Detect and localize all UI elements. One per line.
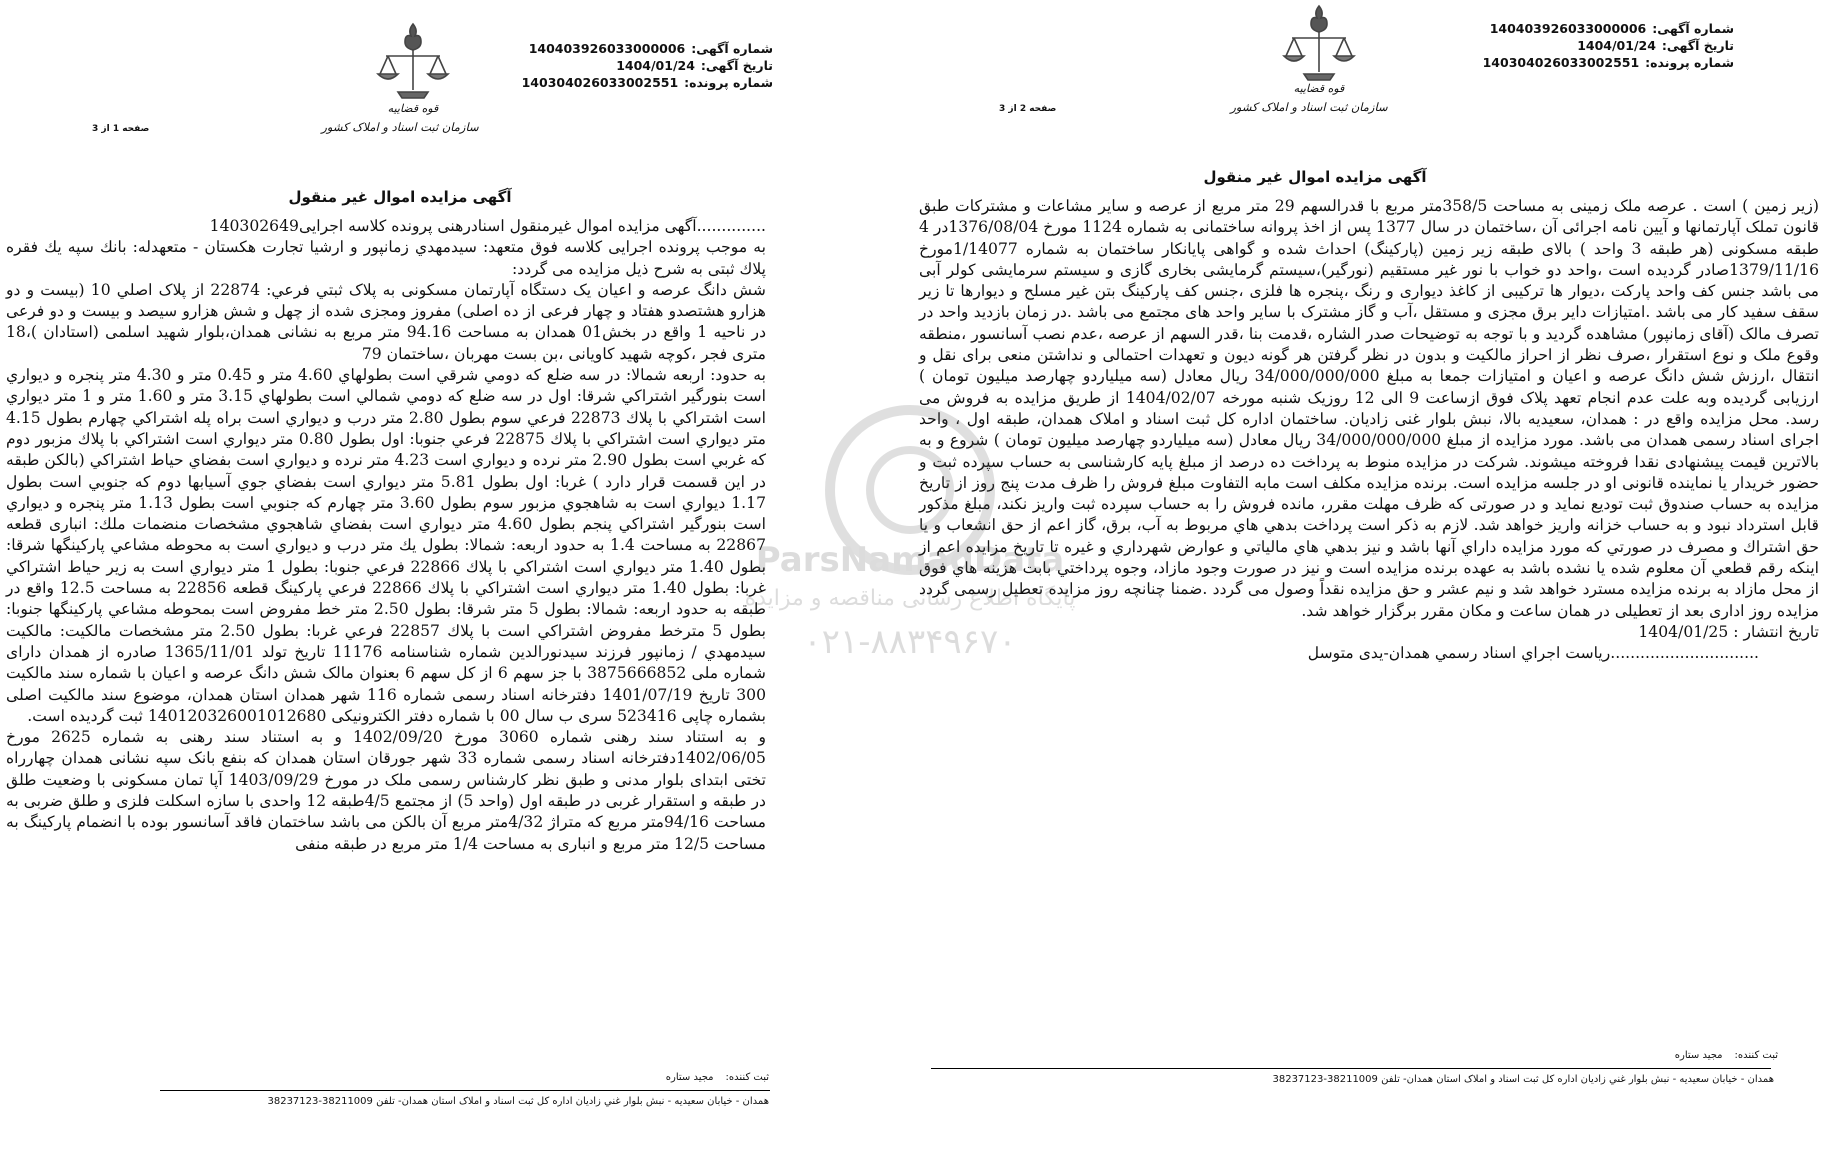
file-no: 140304026033002551 [1482,55,1640,70]
watermark-line: پایگاه اطلاع رسانی مناقصه و مزایده [744,586,1076,611]
org-caption: سازمان ثبت اسناد و املاک کشور [321,120,479,134]
notice-no: 140403926033000006 [528,41,686,56]
emblem-caption: قوه قضاییه [387,102,439,115]
publish-date-label: تاريخ انتشار : [1733,622,1819,641]
notice-no: 140403926033000006 [1489,21,1647,36]
notice-meta [522,40,773,91]
notice-no-label: شماره آگهی: [691,41,773,56]
publish-date: 1404/01/25 [1638,622,1729,641]
registrar [1663,1050,1778,1061]
registrar [654,1072,769,1083]
notice-date-label: تاریخ آگهی: [700,58,773,73]
watermark-brand: ParsNamadData [755,540,1065,580]
file-no-label: شماره پرونده: [1645,55,1734,70]
watermark [680,380,1140,720]
notice-date-label: تاریخ آگهی: [1661,38,1734,53]
notice-title: آگهی مزایده اموال غیر منقول [288,188,512,206]
registrar-label: ثبت کننده: [725,1072,769,1083]
signature: ..............................رياست اجراي اسناد رسمي همدان-يدی متوسل [1307,644,1759,663]
registrar-name: مجید ستاره [1674,1050,1723,1061]
judiciary-emblem-icon [358,18,468,128]
page-number: صفحه 2 از 3 [999,104,1057,114]
body-paragraph: (زیر زمین ) است . عرصه ملک زمینی به مساحت 358/5متر مربع با قدرالسهم 29 متر مربع از عرصه و سایر مشاعات و مشترکات طبق قانون تملک آپارتمانها و آیین نامه اجرائی آن ،ساختمان در سال 1377 پس از اخذ پروانه ساختمانی به شماره 1124 مورخ 1376/08/04در 4 طبقه مسکونی (هر طبقه 3 واحد ) بالای طبقه زیر زمین (پارکینگ) احداث شده و گواهی پایانکار ساختمان به شماره 1/14077مورخ 1379/11/16صادر گردیده است ،واحد دو خواب با نور غیر مستقیم (نورگیر)،سیستم گرمایشی بخاری گازی و سیستم سرمایشی کولر آبی می باشد جنس کف واحد پارکت ،دیوار ها ترکیبی از کاغذ دیواری و رنگ ،پنجره ها فلزی ،جنس کف پارکینگ بتن غیر مسلح و دیوارها تا زیر سقف سفید کار می باشد .امتیازات دایر برق مجزی و مستقل ،آب و گاز مشترک با سایر واحد های مجتمع می باشد .در زمان بازدید واحد در تصرف مالک (آقای زمانپور) مشاهده گردید و با توجه به توضیحات صدر الشاره ،قدمت بنا ،قدر السهم از عرصه ،عدم نصب آسانسور ،منطقه وقوع ملک و نوع استقرار ،صرف نظر از احراز مالکیت و بدون در نظر گرفتن هر گونه دیون و تعهدات احتمالی و نداشتن منعی برای نقل و انتقال ،ارزش شش دانگ عرصه و اعیان و امتیازات جمعا به مبلغ 34/000/000/000 ریال معادل (سه میلیاردو چهارصد میلیون تومان ) ارزیابی گردیده وبه علت عدم انجام تعهد پلاک فوق ازساعت 9 الی 12 روزیک شنبه مورخه 1404/02/07 از طریق مزایده به فروش می رسد. محل مزایده واقع در : همدان، سعیدیه بالا، نبش بلوار غنی زادیان. ساختمان اداره کل ثبت اسناد و املاک همدان، طبقه اول ، واحد اجرای اسناد رسمی همدان می باشد. مورد مزایده از مبلغ 34/000/000/000 ریال معادل (سه میلیاردو چهارصد میلیون تومان ) شروع و به بالاترین قیمت پیشنهادی نقدا فروخته میشوند. شرکت در مزایده منوط به پرداخت ده درصد از مبلغ پایه کارشناسی به حساب سپرده ثبت و حضور خریدار یا نماینده قانونی او در جلسه مزایده است. برنده مزایده مکلف است مابه التفاوت مبلغ فروش را ظرف مدت پنج روز از تاریخ مزایده به حساب صندوق ثبت تودیع نماید و در صورتی که ظرف مهلت مقرر، مانده فروش را به حساب سپرده ثبت واریز نکند، مبلغ مذکور قابل استرداد نبود و به حساب خزانه واریز خواهد شد. لازم به ذكر است پرداخت بدهي هاي مربوط به آب، برق، گاز اعم از حق انشعاب و يا حق اشتراك و مصرف در صورتي كه مورد مزايده داراي آنها باشد و نيز بدهي هاي مالياتي و عوارض شهرداري و غيره تا تاريخ مزايده اعم از اينكه رقم قطعي آن معلوم شده يا نشده باشد به عهده برنده مزايده است و نيز در صورت وجود مازاد، وجوه پرداختي بابت هزينه هاي فوق از محل مازاد به برنده مزايده مسترد خواهد شد و نیم عشر و حق مزایده نقداً وصول می گردد .ضمنا چنانچه روز مزایده تعطیل رسمی گردد مزایده روز اداری بعد از تعطیلی در همان ساعت و مکان مقرر برگزار خواهد شد. [919,197,1820,620]
page-number: صفحه 1 از 3 [92,124,150,134]
body-paragraph: ..............آگهی مزایده اموال غیرمنقول اسنادرهنی پرونده کلاسه اجرایی140302649 [209,217,766,235]
notice-body [6,216,766,855]
notice-no-label: شماره آگهی: [1652,21,1734,36]
file-no: 140304026033002551 [521,75,679,90]
registrar-name: مجید ستاره [665,1072,714,1083]
body-paragraph: شش دانگ عرصه و اعیان یک دستگاه آپارتمان مسکونی به پلاک ثبتي فرعي: 22874 از پلاک اصلي 10 (بیست و دو هزارو هشتصدو هفتاد و چهار فرعی از ده اصلی) مفروز ومجزی شده از چهل و شش هزارو سیصد و بیست و دو فرعی در ناحیه 1 واقع در بخش01 همدان به مساحت 94.16 متر مربع به نشانی همدان،بلوار شهید اسلمی (استادان )،18 متری فجر ،کوچه شهید کاویانی ،بن بست مهربان ،ساختمان 79 [6,280,767,363]
judiciary-emblem-icon [1264,0,1374,110]
notice-date: 1404/01/24 [616,58,695,73]
body-paragraph: و به استناد سند رهنی شماره 3060 مورخ 1402/09/20 و به استناد سند رهنی به شماره 2625 مورخ 1402/06/05دفترخانه اسناد رسمی شماره 33 شهر جورقان استان همدان که بنفع بانک سپه نشانی همدان چهارراه تختی ابتدای بلوار مدنی و طبق نظر کارشناس رسمی ملک در مورخ 1403/09/29 آپا تمان مسکونی با وضعیت طلق در طبقه و استقرار غربی در طبقه اول (واحد 5) از مجتمع 4/5طبقه 12 واحدی با سازه اسکلت فلزی و طلق ضربی به مساحت 94/16متر مربع که متراژ 4/32متر مربع آن بالکن می باشد ساختمان فاقد آسانسور بوده با انضمام پارکینگ به مساحت 12/5 متر مربع و انباری به مساحت 1/4 متر مربع در طبقه منفی [6,728,766,853]
registrar-label: ثبت کننده: [1734,1050,1778,1061]
notice-title: آگهی مزایده اموال غیر منقول [1203,168,1427,186]
footer-address: همدان - خیابان سعیدیه - نبش بلوار غني زادیان اداره کل ثبت اسناد و املاک استان همدان- تلفن 38211009-38237123 [1272,1074,1774,1085]
notice-meta [1483,20,1734,71]
body-paragraph: به حدود: اربعه شمالا: در سه ضلع كه دومي شرقي است بطولهاي 4.60 متر و 0.45 متر و 4.30 متر پنجره و ديواري است بنورگير اشتراكي شرقا: اول در سه ضلع كه دومي شمالي است بطولهاي 3.15 متر و 1.60 متر و 1 متر ديواري است اشتراكي با پلاك 22873 فرعي سوم بطول 2.80 متر درب و ديواري است براه پله اشتراكي چهارم بطول 4.15 متر ديواري است اشتراكي با پلاك 22875 فرعي جنوبا: اول بطول 0.80 متر ديواري است اشتراكي با پلاك مزبور دوم كه غربي است بطول 2.90 متر نرده و ديواري است 4.23 متر نرده و ديواري است بفضاي حياط اشتراكي (بالكن طبقه در اين قسمت قرار دارد ) غربا: اول بطول 5.81 متر ديواري است بفضاي جوي آسيابها دوم كه جنوبي است بطول 1.17 ديواري است به شاهجوي مزبور سوم بطول 3.60 متر چهارم كه جنوبي است بطول 1.13 متر پنجره و ديواري است بنورگير اشتراكي پنجم بطول 4.60 متر ديواري است بفضاي شاهجوي مشخصات منضمات ملك: انباری قطعه 22867 به مساحت 1.4 به حدود اربعه: شمالا: بطول يك متر درب و ديواري است به محوطه مشاعي پاركينگها شرقا: بطول 1.40 متر ديواري است اشتراكي با پلاك 22866 فرعي جنوبا: بطول 1 متر ديواري است به زير حياط اشتراكي غربا: بطول 1.40 متر ديواري است اشتراكي با پلاك 22866 فرعي پارکینگ قطعه 22856 به مساحت 12.5 واقع در طبقه به حدود اربعه: شمالا: بطول 5 متر شرقا: بطول 2.50 متر خط مفروض است بمحوطه مشاعي پاركينگها جنوبا: بطول 5 مترخط مفروض اشتراكي است با پلاك 22857 فرعي غربا: بطول 2.50 متر مشخصات مالکیت: مالكيت سيدمهدي / زمانپور فرزند سيدنورالدين شماره شناسنامه 11176 تاریخ تولد 1365/11/01 صادره از همدان دارای شماره ملی 3875666852 با جز سهم 6 از کل سهم 6 بعنوان مالک شش دانگ عرصه و اعیان با شماره سند مالکیت 300 تاریخ 1401/07/19 دفترخانه اسناد رسمی شماره 116 شهر همدان استان همدان، موضوع سند مالکیت اصلی بشماره چاپی 523416 سری ب سال 00 با شماره دفتر الکترونیکی 140120326001012680 ثبت گردیده است. [6,366,767,725]
watermark-phone: ۰۲۱-۸۸۳۴۹۶۷۰ [803,622,1017,662]
org-caption: سازمان ثبت اسناد و املاک کشور [1230,100,1388,114]
file-no-label: شماره پرونده: [684,75,773,90]
emblem-caption: قوه قضاییه [1293,82,1345,95]
footer-divider [160,1090,770,1091]
footer-divider [931,1068,1771,1069]
body-paragraph: به موجب پرونده اجرایی کلاسه فوق متعهد: سیدمهدي زمانپور و ارشیا تجارت هکستان - متعهدله: بانك سپه يك فقره پلاك ثبتی به شرح ذیل مزایده می گردد: [6,238,766,278]
notice-date: 1404/01/24 [1577,38,1656,53]
footer-address: همدان - خیابان سعیدیه - نبش بلوار غني زادیان اداره کل ثبت اسناد و املاک استان همدان- تلفن 38211009-38237123 [267,1096,769,1107]
